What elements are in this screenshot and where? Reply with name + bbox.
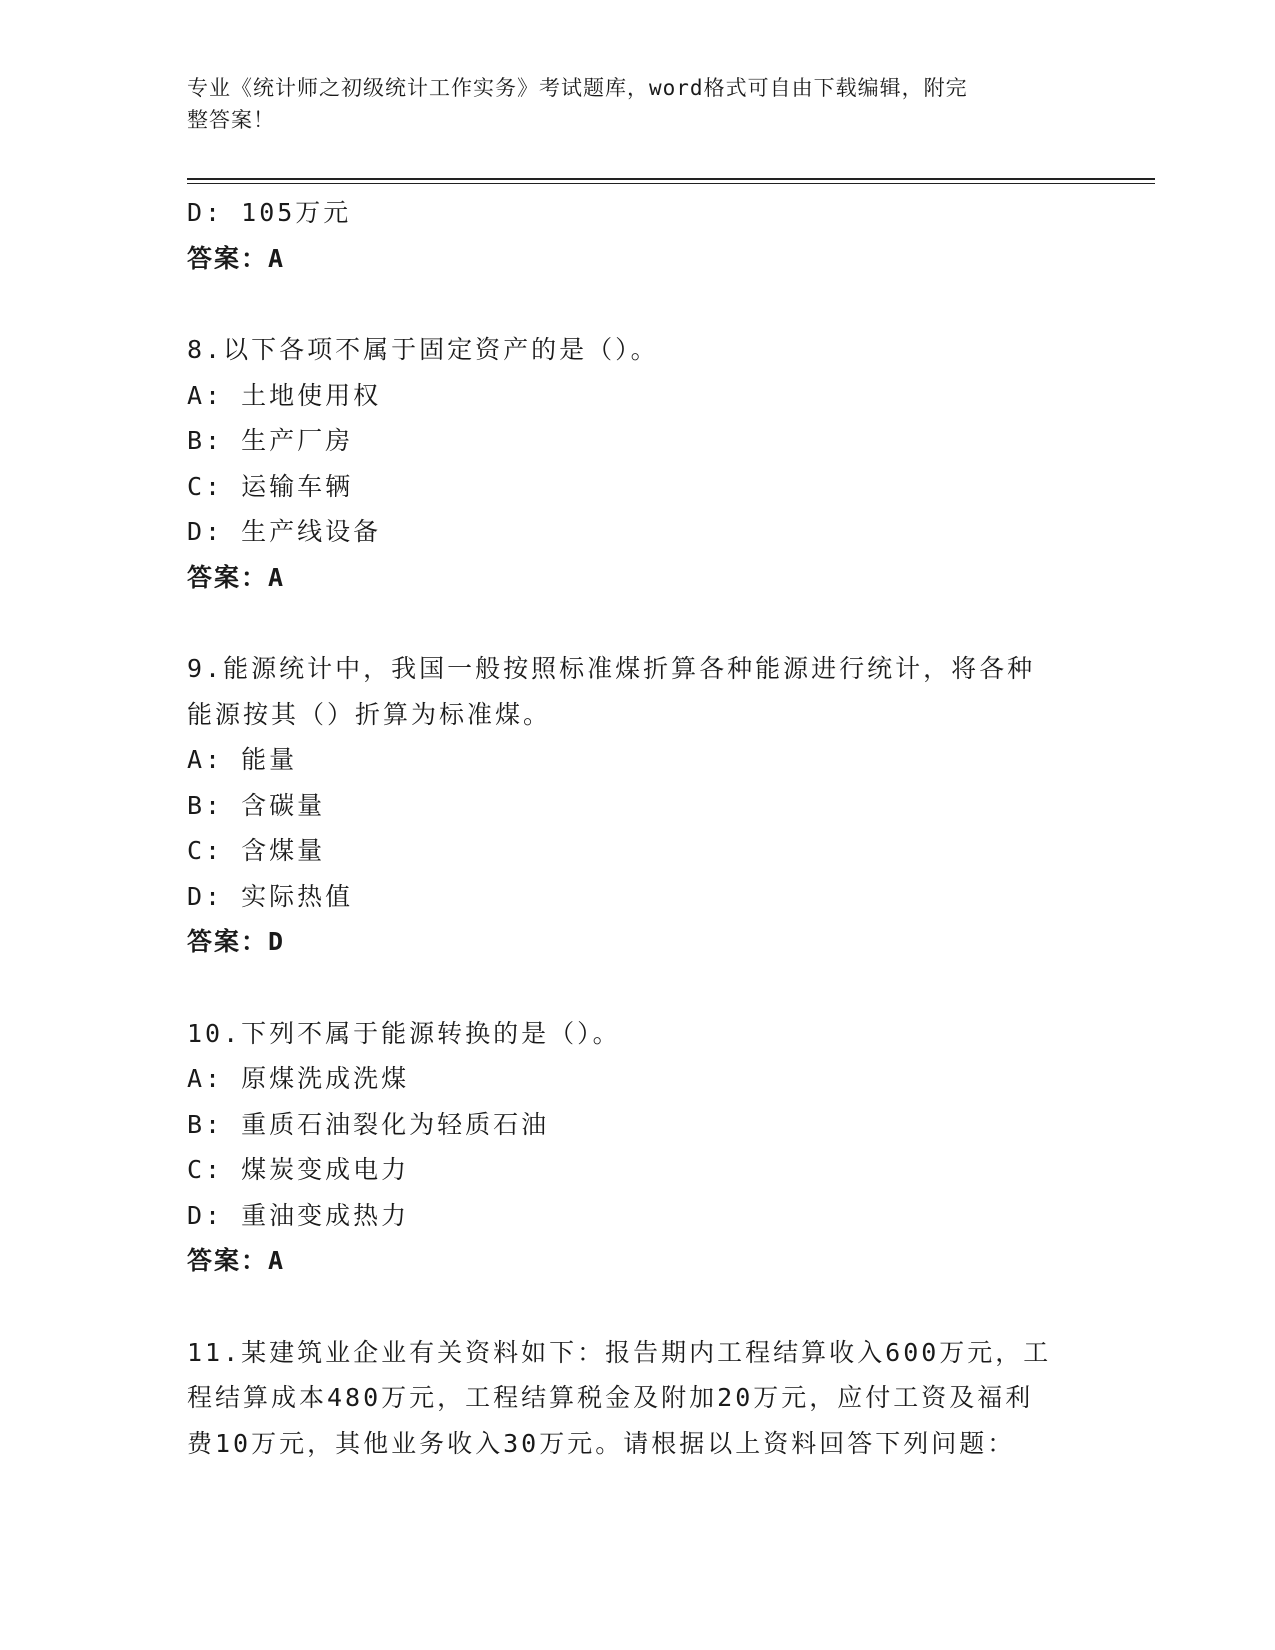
spacer bbox=[187, 965, 1087, 1011]
q9-option-a: A: 能量 bbox=[187, 745, 298, 774]
spacer bbox=[187, 1284, 1087, 1330]
q10-option-c: C: 煤炭变成电力 bbox=[187, 1155, 410, 1184]
spacer bbox=[187, 600, 1087, 646]
q8-option-b: B: 生产厂房 bbox=[187, 426, 354, 455]
q7-option-d: D: 105万元 bbox=[187, 198, 352, 227]
document-header bbox=[187, 72, 1067, 136]
q10-option-b: B: 重质石油裂化为轻质石油 bbox=[187, 1109, 550, 1139]
q9-option-d: D: 实际热值 bbox=[187, 881, 354, 911]
q8-option-a: A: 土地使用权 bbox=[187, 380, 382, 410]
header-line-1: 专业《统计师之初级统计工作实务》考试题库，word格式可自由下载编辑，附完 bbox=[187, 76, 968, 100]
q10-option-d: D: 重油变成热力 bbox=[187, 1200, 410, 1230]
q11-stem-line-2: 程结算成本480万元，工程结算税金及附加20万元，应付工资及福利 bbox=[187, 1383, 1034, 1412]
q9-answer: 答案：D bbox=[187, 927, 286, 956]
header-divider-thick bbox=[187, 178, 1155, 180]
q9-stem-line-1: 9.能源统计中，我国一般按照标准煤折算各种能源进行统计，将各种 bbox=[187, 654, 1036, 683]
q9-stem-line-2: 能源按其（）折算为标准煤。 bbox=[187, 699, 552, 729]
question-content bbox=[187, 190, 1087, 1466]
header-divider-thin bbox=[187, 183, 1155, 184]
q10-answer: 答案：A bbox=[187, 1246, 286, 1275]
q8-stem: 8.以下各项不属于固定资产的是（）。 bbox=[187, 335, 659, 364]
q9-option-b: B: 含碳量 bbox=[187, 790, 326, 820]
q11-stem-line-1: 11.某建筑业企业有关资料如下：报告期内工程结算收入600万元，工 bbox=[187, 1337, 1052, 1367]
q10-stem: 10.下列不属于能源转换的是（）。 bbox=[187, 1018, 621, 1048]
q7-answer: 答案：A bbox=[187, 243, 286, 273]
q8-answer: 答案：A bbox=[187, 562, 286, 592]
header-line-2: 整答案！ bbox=[187, 108, 275, 132]
spacer bbox=[187, 281, 1087, 327]
q9-option-c: C: 含煤量 bbox=[187, 836, 326, 865]
q10-option-a: A: 原煤洗成洗煤 bbox=[187, 1064, 410, 1093]
q8-option-c: C: 运输车辆 bbox=[187, 471, 354, 501]
q8-option-d: D: 生产线设备 bbox=[187, 517, 382, 546]
q11-stem-line-3: 费10万元，其他业务收入30万元。请根据以上资料回答下列问题： bbox=[187, 1428, 1016, 1458]
